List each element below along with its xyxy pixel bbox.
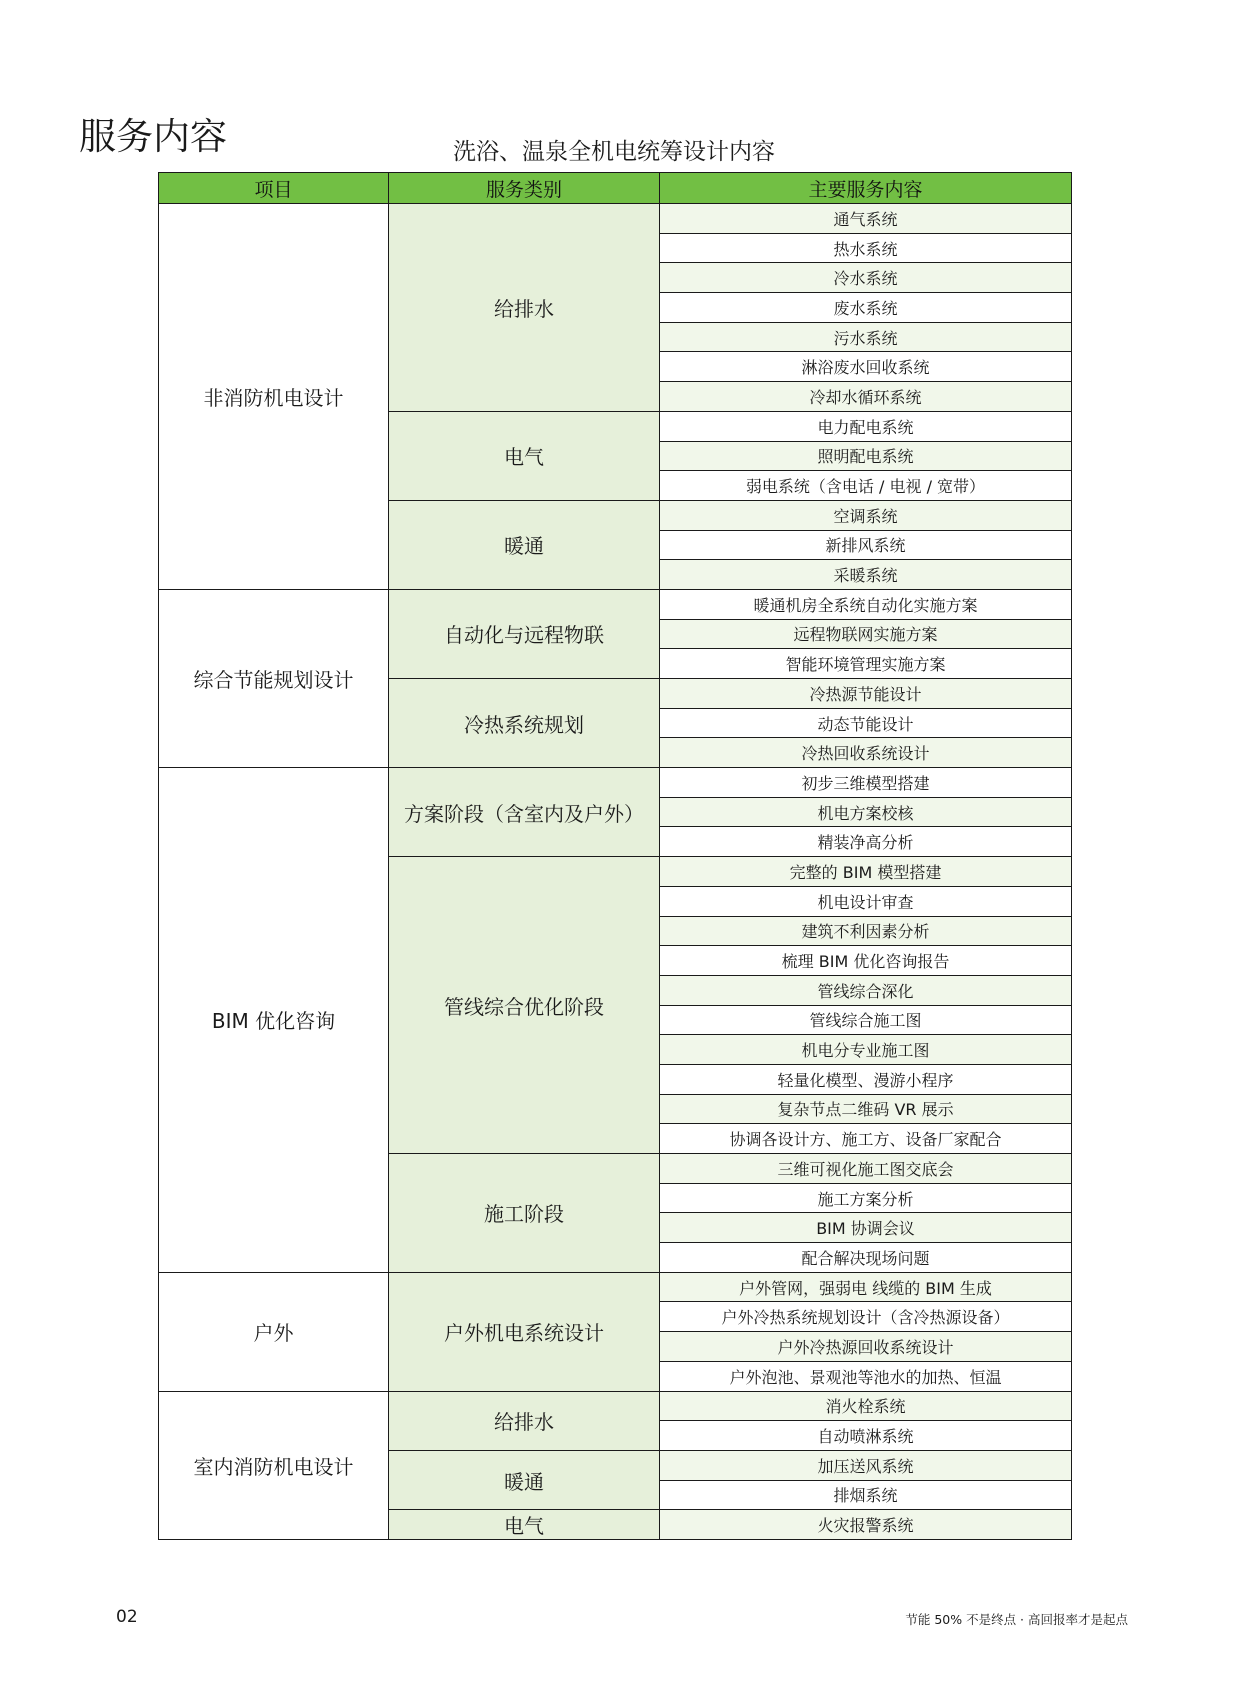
project-cell: 室内消防机电设计 xyxy=(159,1391,389,1540)
column-header-category: 服务类别 xyxy=(389,173,660,204)
column-header-content: 主要服务内容 xyxy=(660,173,1072,204)
category-cell: 电气 xyxy=(389,411,660,500)
content-item-cell: 户外冷热系统规划设计（含冷热源设备） xyxy=(660,1302,1072,1332)
project-cell: 非消防机电设计 xyxy=(159,204,389,590)
content-item-cell: 管线综合深化 xyxy=(660,975,1072,1005)
table-row xyxy=(159,204,1072,234)
content-item-cell: 远程物联网实施方案 xyxy=(660,619,1072,649)
category-cell: 暖通 xyxy=(389,1450,660,1509)
table-row xyxy=(159,768,1072,798)
content-item-cell: 通气系统 xyxy=(660,204,1072,234)
content-item-cell: 消火栓系统 xyxy=(660,1391,1072,1421)
content-item-cell: 精装净高分析 xyxy=(660,827,1072,857)
content-item-cell: 配合解决现场问题 xyxy=(660,1243,1072,1273)
content-item-cell: 协调各设计方、施工方、设备厂家配合 xyxy=(660,1124,1072,1154)
content-item-cell: BIM 协调会议 xyxy=(660,1213,1072,1243)
project-cell: 户外 xyxy=(159,1272,389,1391)
content-item-cell: 空调系统 xyxy=(660,500,1072,530)
content-item-cell: 户外冷热源回收系统设计 xyxy=(660,1332,1072,1362)
content-item-cell: 施工方案分析 xyxy=(660,1183,1072,1213)
content-item-cell: 动态节能设计 xyxy=(660,708,1072,738)
table-row xyxy=(159,1391,1072,1421)
category-cell: 户外机电系统设计 xyxy=(389,1272,660,1391)
table-body xyxy=(159,204,1072,1540)
footer-slogan: 节能 50% 不是终点 · 高回报率才是起点 xyxy=(905,1612,1128,1627)
category-cell: 自动化与远程物联 xyxy=(389,589,660,678)
category-cell: 冷热系统规划 xyxy=(389,679,660,768)
project-cell: 综合节能规划设计 xyxy=(159,589,389,767)
service-content-table xyxy=(158,172,1072,1540)
category-cell: 给排水 xyxy=(389,1391,660,1450)
content-item-cell: 采暖系统 xyxy=(660,560,1072,590)
table-header-row xyxy=(159,173,1072,204)
content-item-cell: 梳理 BIM 优化咨询报告 xyxy=(660,946,1072,976)
content-item-cell: 智能环境管理实施方案 xyxy=(660,649,1072,679)
content-item-cell: 轻量化模型、漫游小程序 xyxy=(660,1064,1072,1094)
table-row xyxy=(159,1272,1072,1302)
content-item-cell: 冷水系统 xyxy=(660,263,1072,293)
content-item-cell: 加压送风系统 xyxy=(660,1450,1072,1480)
category-cell: 管线综合优化阶段 xyxy=(389,857,660,1154)
column-header-project: 项目 xyxy=(159,173,389,204)
content-item-cell: 机电分专业施工图 xyxy=(660,1035,1072,1065)
content-item-cell: 初步三维模型搭建 xyxy=(660,768,1072,798)
page-title: 服务内容 xyxy=(79,115,227,158)
content-item-cell: 完整的 BIM 模型搭建 xyxy=(660,857,1072,887)
content-item-cell: 排烟系统 xyxy=(660,1480,1072,1510)
content-item-cell: 照明配电系统 xyxy=(660,441,1072,471)
content-item-cell: 弱电系统（含电话 / 电视 / 宽带） xyxy=(660,471,1072,501)
content-item-cell: 冷却水循环系统 xyxy=(660,382,1072,412)
content-item-cell: 户外管网，强弱电 线缆的 BIM 生成 xyxy=(660,1272,1072,1302)
content-item-cell: 三维可视化施工图交底会 xyxy=(660,1154,1072,1184)
content-item-cell: 淋浴废水回收系统 xyxy=(660,352,1072,382)
content-item-cell: 复杂节点二维码 VR 展示 xyxy=(660,1094,1072,1124)
table-row xyxy=(159,589,1072,619)
category-cell: 给排水 xyxy=(389,204,660,412)
content-item-cell: 冷热回收系统设计 xyxy=(660,738,1072,768)
project-cell: BIM 优化咨询 xyxy=(159,768,389,1273)
category-cell: 暖通 xyxy=(389,500,660,589)
content-item-cell: 暖通机房全系统自动化实施方案 xyxy=(660,589,1072,619)
content-item-cell: 火灾报警系统 xyxy=(660,1510,1072,1540)
content-item-cell: 机电方案校核 xyxy=(660,797,1072,827)
content-item-cell: 自动喷淋系统 xyxy=(660,1421,1072,1451)
content-item-cell: 新排风系统 xyxy=(660,530,1072,560)
content-item-cell: 热水系统 xyxy=(660,233,1072,263)
category-cell: 施工阶段 xyxy=(389,1154,660,1273)
content-item-cell: 废水系统 xyxy=(660,293,1072,323)
content-item-cell: 电力配电系统 xyxy=(660,411,1072,441)
content-item-cell: 户外泡池、景观池等池水的加热、恒温 xyxy=(660,1361,1072,1391)
content-item-cell: 污水系统 xyxy=(660,322,1072,352)
category-cell: 电气 xyxy=(389,1510,660,1540)
content-item-cell: 冷热源节能设计 xyxy=(660,679,1072,709)
page-number: 02 xyxy=(116,1607,138,1627)
content-item-cell: 管线综合施工图 xyxy=(660,1005,1072,1035)
content-item-cell: 机电设计审查 xyxy=(660,886,1072,916)
content-item-cell: 建筑不利因素分析 xyxy=(660,916,1072,946)
table-title: 洗浴、温泉全机电统筹设计内容 xyxy=(453,139,775,165)
category-cell: 方案阶段（含室内及户外） xyxy=(389,768,660,857)
